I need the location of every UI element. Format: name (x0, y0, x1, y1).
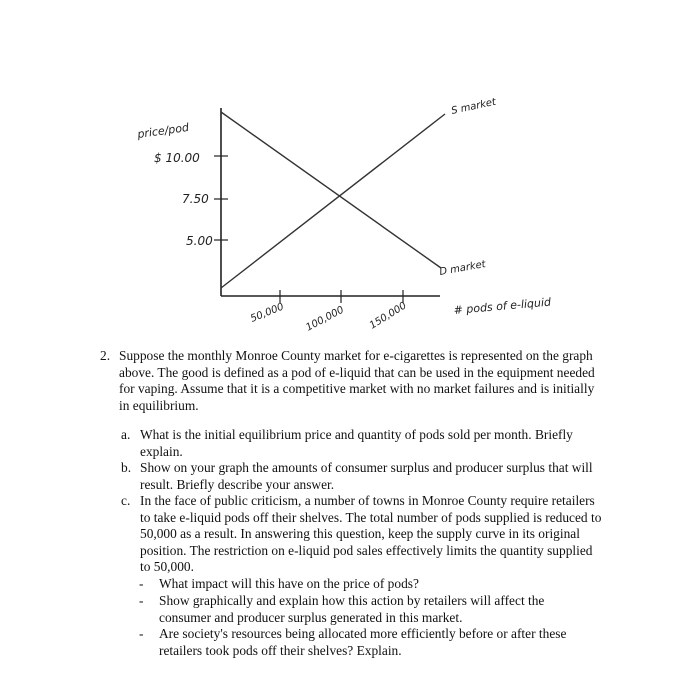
demand-curve (221, 112, 441, 268)
x-tick-label-50000: 50,000 (249, 301, 286, 325)
x-axis-label: # pods of e-liquid (453, 295, 552, 317)
part-a (121, 427, 601, 461)
supply-demand-graph (0, 0, 678, 345)
part-c-text: In the face of public criticism, a number of towns in Monroe County require retailers to take e-liquid pods off their shelves. The total number of pods supplied is reduced to 50,000 as a result. In answering this question, keep the supply curve in its original position. The restriction on e-liquid pod sales effectively limits the quantity supplied to 50,000. (140, 493, 602, 575)
y-tick-label-10: $ 10.00 (154, 151, 200, 165)
bullet-1 (139, 576, 599, 593)
bullet-2-text: Show graphically and explain how this action by retailers will affect the consumer and producer surplus generated in this market. (159, 593, 545, 625)
bullet-2 (139, 593, 599, 627)
supply-curve (221, 114, 445, 288)
demand-label: D market (438, 259, 487, 278)
bullet-2-dash: - (139, 593, 144, 608)
y-tick-label-5: 5.00 (186, 234, 213, 248)
part-a-letter: a. (121, 427, 131, 442)
bullet-3-text: Are society's resources being allocated more efficiently before or after these retailers took pods off their shelves? Explain. (159, 626, 567, 658)
bullet-1-text: What impact will this have on the price of pods? (159, 576, 419, 591)
part-b-text: Show on your graph the amounts of consumer surplus and producer surplus that will result. Briefly describe your answer. (140, 460, 593, 492)
bullet-3-dash: - (139, 626, 144, 641)
y-tick-label-750: 7.50 (182, 192, 209, 206)
question-number: 2. (100, 348, 111, 363)
part-b (121, 460, 601, 494)
bullet-1-dash: - (139, 576, 144, 591)
part-b-letter: b. (121, 460, 132, 475)
part-c-letter: c. (121, 493, 131, 508)
part-a-text: What is the initial equilibrium price and quantity of pods sold per month. Briefly explain. (140, 427, 573, 459)
x-tick-label-150000: 150,000 (367, 300, 409, 332)
question-text: Suppose the monthly Monroe County market for e-cigarettes is represented on the graph above. The good is defined as a pod of e-liquid that can be used in the equipment needed for vaping. Assume that it is a competitive market with no market failures and is initially in equilibrium. (119, 348, 595, 413)
y-axis-label: price/pod (136, 120, 190, 141)
part-c (121, 493, 601, 577)
bullet-3 (139, 626, 599, 660)
supply-label: S market (450, 96, 498, 117)
x-tick-label-100000: 100,000 (304, 304, 346, 334)
